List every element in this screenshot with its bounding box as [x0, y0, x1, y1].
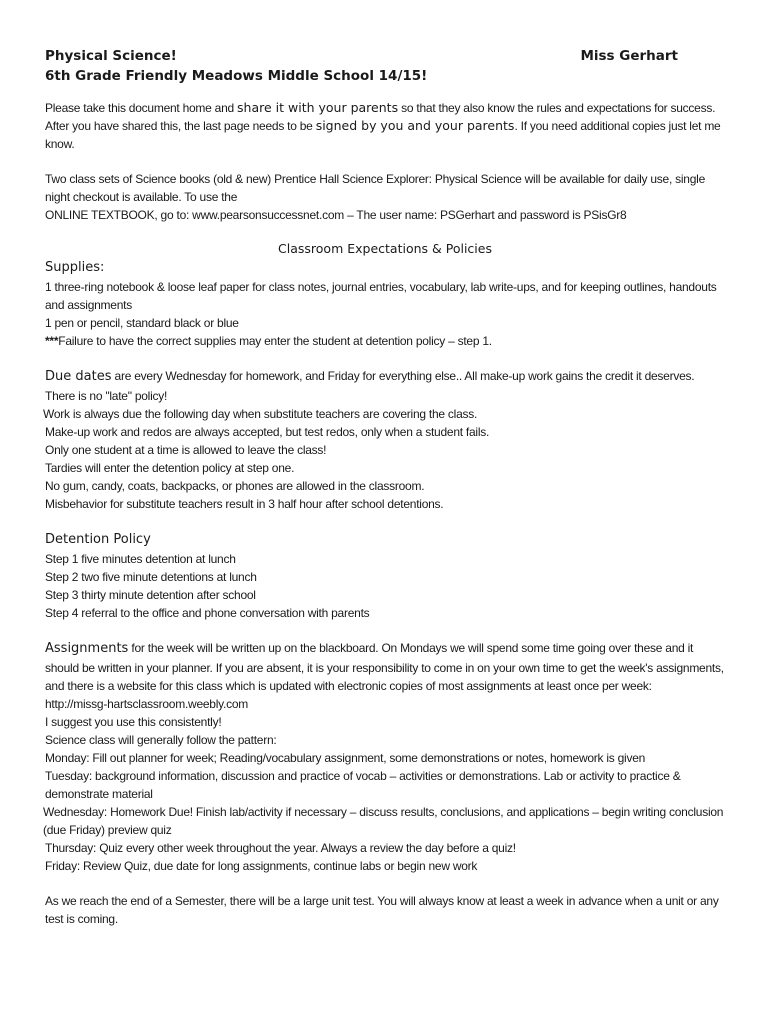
spacer: [45, 513, 725, 530]
due-dates-paragraph: [45, 367, 725, 405]
due-rule-line: Tardies will enter the detention policy at step one.: [45, 461, 295, 475]
assignments-text: for the week will be written up on the blackboard. On Mondays we will spend some time going over these and it should be written in your planner. If you are absent, it is your responsibility to come in on your own time to get the week's assignments, and there is a website for this class which is updated with electronic copies of most assignments at least once per week:: [45, 641, 724, 693]
due-rule-line: No gum, candy, coats, backpacks, or phones are allowed in the classroom.: [45, 479, 425, 493]
spacer: [45, 153, 725, 170]
spacer: [45, 622, 725, 639]
supplies-heading: Supplies:: [45, 260, 105, 275]
due-rule-line: Only one student at a time is allowed to leave the class!: [45, 443, 327, 457]
intro-paragraph-2: [45, 170, 725, 224]
intro-text: so that they also know the rules and expectations for success. After you have shared this, the last page needs to be: [45, 101, 716, 133]
warning-text: Failure to have the correct supplies may enter the student at detention policy – step 1.: [58, 334, 492, 348]
document-title: Physical Science!: [45, 48, 177, 64]
due-dates-heading: Due dates: [45, 369, 112, 384]
due-rule-line: Work is always due the following day when substitute teachers are covering the class.: [43, 407, 478, 421]
schedule-friday: Friday: Review Quiz, due date for long assignments, continue labs or begin new work: [45, 859, 478, 873]
spacer: [45, 875, 725, 892]
online-textbook-info: ONLINE TEXTBOOK, go to: www.pearsonsuccessnet.com – The user name: PSGerhart and password is PSisGr8: [45, 208, 627, 222]
detention-step: Step 3 thirty minute detention after school: [45, 588, 256, 602]
closing-paragraph: As we reach the end of a Semester, there will be a large unit test. You will always know at least a week in advance when a unit or any test is coming.: [45, 894, 719, 926]
assignments-heading: Assignments: [45, 641, 129, 656]
assignments-line: I suggest you use this consistently!: [45, 715, 222, 729]
intro-paragraph-1: [45, 99, 725, 153]
intro-emphasis-share: share it with your parents: [237, 100, 399, 115]
teacher-name: Miss Gerhart: [580, 48, 678, 64]
class-website-link[interactable]: http://missg-hartsclassroom.weebly.com: [45, 697, 249, 711]
intro-text: Please take this document home and: [45, 101, 238, 115]
detention-heading: Detention Policy: [45, 532, 151, 547]
supplies-line: 1 three-ring notebook & loose leaf paper for class notes, journal entries, vocabulary, lab write-ups, and for keeping outlines, handouts and assignments: [45, 280, 717, 312]
assignments-line: Science class will generally follow the pattern:: [45, 733, 277, 747]
supplies-warning: [45, 332, 725, 350]
detention-step: Step 2 two five minute detentions at lunch: [45, 570, 257, 584]
schedule-tuesday: Tuesday: background information, discussion and practice of vocab – activities or demonstrations. Lab or activity to practice & demonstrate material: [45, 769, 681, 801]
due-dates-text: are every Wednesday for homework, and Friday for everything else.. All make-up work gains the credit it deserves. There is no "late" policy!: [45, 369, 695, 403]
spacer: [45, 350, 725, 367]
due-rule-line: Make-up work and redos are always accepted, but test redos, only when a student fails.: [45, 425, 490, 439]
textbook-info: Two class sets of Science books (old & new) Prentice Hall Science Explorer: Physical Science will be available for daily use, single night checkout is available. To use the: [45, 172, 705, 204]
intro-emphasis-signed: signed by you and your parents: [315, 118, 515, 133]
detention-step: Step 4 referral to the office and phone conversation with parents: [45, 606, 370, 620]
intro-text: . If you need additional copies just let me know.: [45, 119, 721, 151]
spacer: [45, 86, 725, 99]
section-title: Classroom Expectations & Policies: [278, 241, 492, 256]
schedule-wednesday: Wednesday: Homework Due! Finish lab/activity if necessary – discuss results, conclusions, and applications – begin writing conclusion (due Friday) preview quiz: [43, 805, 724, 837]
assignments-paragraph: [45, 639, 725, 695]
warning-prefix: ***: [45, 334, 59, 348]
schedule-monday: Monday: Fill out planner for week; Reading/vocabulary assignment, some demonstrations or notes, homework is given: [45, 751, 646, 765]
header-row: [45, 46, 725, 66]
document-page: [45, 46, 725, 928]
due-rule-line: Misbehavior for substitute teachers result in 3 half hour after school detentions.: [45, 497, 444, 511]
detention-step: Step 1 five minutes detention at lunch: [45, 552, 236, 566]
supplies-line: 1 pen or pencil, standard black or blue: [45, 316, 239, 330]
document-subtitle: 6th Grade Friendly Meadows Middle School 14/15!: [45, 68, 428, 84]
schedule-thursday: Thursday: Quiz every other week throughout the year. Always a review the day before a quiz!: [45, 841, 516, 855]
